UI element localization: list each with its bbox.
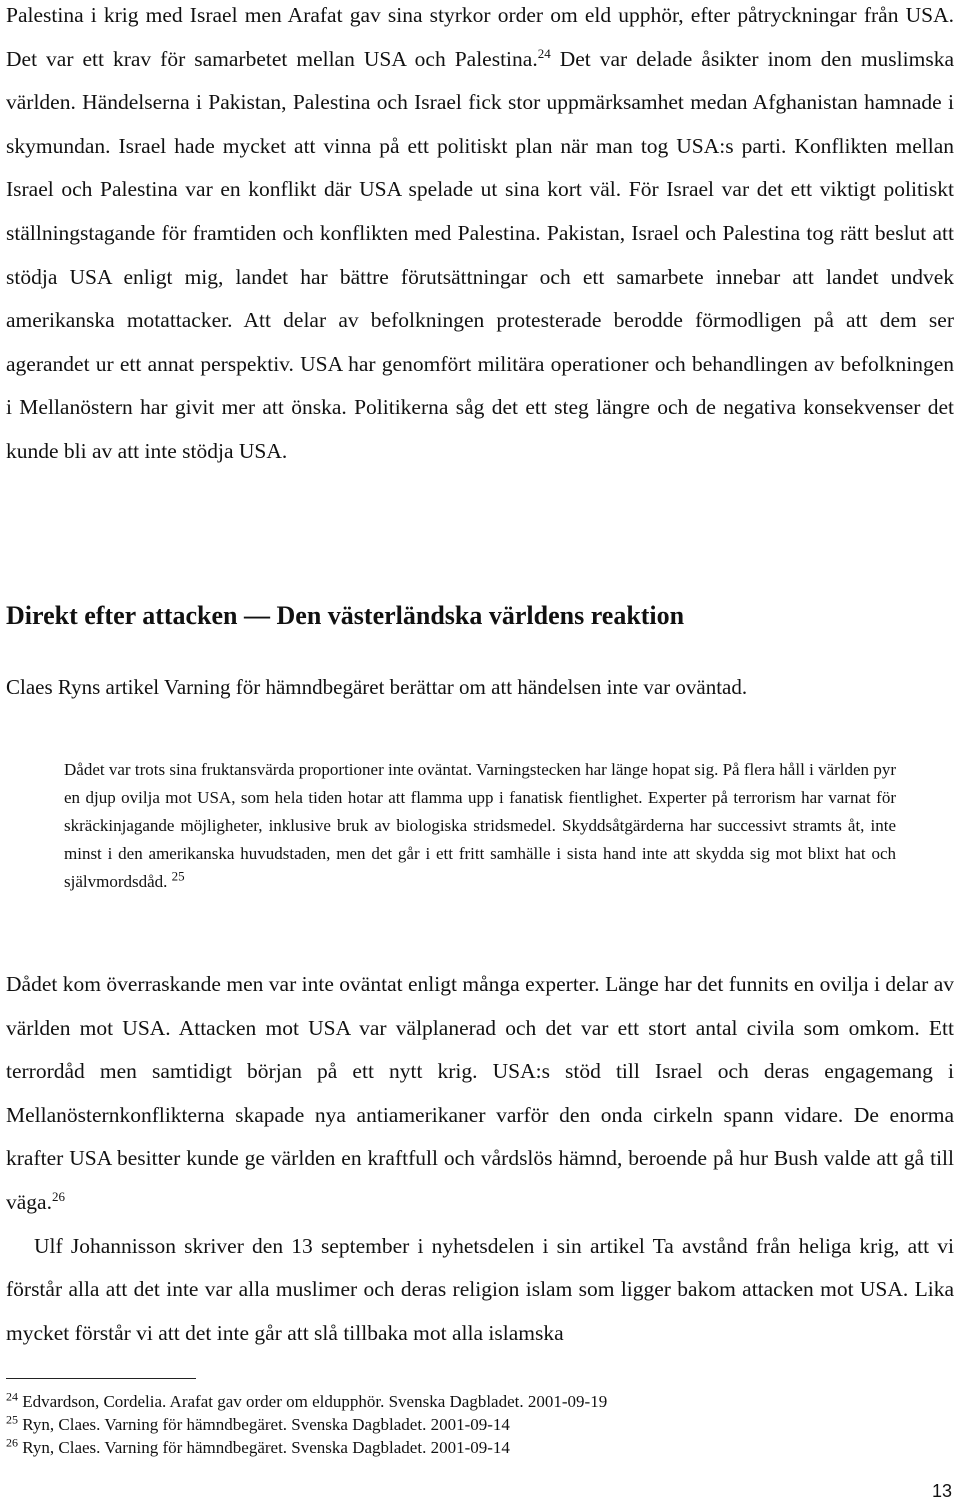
block-quote-text: Dådet var trots sina fruktansvärda proportioner inte oväntat. Varningstecken har länge hopat sig. På flera håll i världen pyr en djup ovilja mot USA, som hela tiden hotar att flamma upp i fanatisk fientlighet. Experter på terrorism har varnat för skräckinjagande möjligheter, inklusive bruk av biologiska stridsmedel. Skyddsåtgärderna har successivt stramts åt, inte minst i den amerikanska huvudstaden, men det går i ett fritt samhälle i sista hand inte att skydda sig mot blixt hat och självmordsdåd. (64, 760, 896, 891)
footnote-text: Ryn, Claes. Varning för hämndbegäret. Svenska Dagbladet. 2001-09-14 (18, 1415, 510, 1434)
paragraph-3-text: Ulf Johannisson skriver den 13 september i nyhetsdelen i sin artikel Ta avstånd från heliga krig, att vi förstår alla att det inte var alla muslimer och deras religion islam som ligger bakom attacken mot USA. Lika mycket förstår vi att det inte går att slå tillbaka mot alla islamska (6, 1233, 954, 1345)
paragraph-2-text: Dådet kom överraskande men var inte oväntat enligt många experter. Länge har det funnits en ovilja i delar av världen mot USA. Attacken mot USA var välplanerad och det var ett stort antal civila som omkom. Ett terrordåd men samtidigt början på ett nytt krig. USA:s stöd till Israel och deras engagemang i Mellanösternkonflikterna skapade nya antiamerikaner varför den onda cirkeln spann vidare. De enorma krafter USA besitter kunde ge världen en kraftfull och vårdslös hämnd, beroende på hur Bush valde att gå till väga. (6, 972, 954, 1214)
footnote-item (6, 1390, 954, 1413)
footnote-number: 24 (6, 1389, 18, 1404)
paragraph-1-text-a: Palestina i krig med Israel men Arafat gav sina styrkor order om eld upphör, efter påtryckningar från USA. Det var ett krav för samarbetet mellan USA och Palestina. (6, 3, 954, 71)
intro-paragraph: Claes Ryns artikel Varning för hämndbegäret berättar om att händelsen inte var oväntad. (6, 675, 748, 699)
footnote-ref-24[interactable]: 24 (537, 45, 551, 61)
block-quote (64, 756, 896, 896)
footnote-divider (6, 1378, 196, 1379)
paragraph-2 (6, 963, 954, 1225)
section-heading: Direkt efter attacken — Den västerländska världens reaktion (6, 601, 685, 630)
page-number: 13 (931, 1481, 952, 1501)
footnote-item (6, 1413, 954, 1436)
footnote-number: 26 (6, 1435, 18, 1450)
footnote-item (6, 1436, 954, 1459)
footnote-ref-25[interactable]: 25 (171, 868, 185, 884)
paragraph-1-text-b: Det var delade åsikter inom den muslimska världen. Händelserna i Pakistan, Palestina och Israel fick stor uppmärksamhet medan Afghanistan hamnade i skymundan. Israel hade mycket att vinna på ett politiskt plan när man tog USA:s parti. Konflikten mellan Israel och Palestina var en konflikt där USA spelade ut sina kort väl. För Israel var det ett viktigt politiskt ställningstagande för framtiden och konflikten med Palestina. Pakistan, Israel och Palestina tog rätt beslut att stödja USA enligt mig, landet har bättre förutsättningar och ett samarbete innebar att landet undvek amerikanska motattacker. Att delar av befolkningen protesterade berodde förmodligen på att dem ser agerandet ur ett annat perspektiv. USA har genomfört militära operationer och behandlingen av befolkningen i Mellanöstern har givit mer att önska. Politikerna såg det ett steg längre och de negativa konsekvenser det kunde bli av att inte stödja USA. (6, 46, 954, 463)
paragraph-3 (6, 1225, 954, 1356)
footnote-number: 25 (6, 1412, 18, 1427)
footnote-text: Edvardson, Cordelia. Arafat gav order om eldupphör. Svenska Dagbladet. 2001-09-19 (18, 1392, 608, 1411)
footnote-text: Ryn, Claes. Varning för hämndbegäret. Svenska Dagbladet. 2001-09-14 (18, 1438, 510, 1457)
footnotes-list (6, 1390, 954, 1459)
footnote-ref-26[interactable]: 26 (51, 1188, 65, 1204)
main-text (6, 963, 954, 1355)
paragraph-1 (6, 0, 954, 474)
